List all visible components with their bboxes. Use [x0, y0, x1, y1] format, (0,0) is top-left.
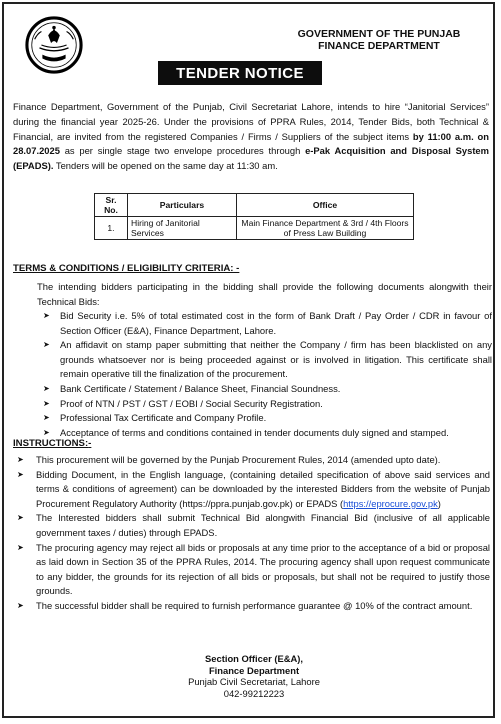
epads-link[interactable]: https://eprocure.gov.pk: [343, 497, 438, 509]
list-item-text: An affidavit on stamp paper submitting that neither the Company / firm has been blacklisted on any grounds whatsoever nor is being proceeded against or is involved in litigation. This certificate shall remain operative till the finalization of the procurement.: [60, 339, 492, 380]
terms-heading-text: TERMS & CONDITIONS / ELIGIBILITY CRITERIA:: [13, 263, 234, 274]
list-item-text: This procurement will be governed by the Punjab Procurement Rules, 2014 (amended upto date).: [36, 454, 441, 465]
arrow-bullet-icon: ➤: [43, 311, 50, 320]
intro-text-2: as per single stage two envelope procedures through: [59, 145, 306, 157]
instructions-heading: [13, 438, 91, 449]
intro-deadline: by 11:00 a.m. on 28.07.2025: [13, 130, 489, 157]
arrow-bullet-icon: ➤: [17, 600, 24, 610]
instructions-list: [13, 453, 490, 614]
signatory-title: Section Officer (E&A),: [205, 653, 303, 664]
table-row: [95, 217, 414, 240]
list-item-text: Bank Certificate / Statement / Balance Sheet, Financial Soundness.: [60, 382, 341, 394]
terms-heading: [13, 263, 239, 274]
header-dept-line: FINANCE DEPARTMENT: [318, 40, 440, 52]
list-item-text: Proof of NTN / PST / GST / EOBI / Social Security Registration.: [60, 397, 323, 409]
list-item-text: The procuring agency may reject all bids or proposals at any time prior to the acceptance of a bid or proposal as laid down in Section 35 of the PPRA Rules, 2014. The procuring agency shall upon request communicate to any bidder, the grounds for its rejection of all bids or proposals, but shall not be required to justify those grounds.: [36, 541, 490, 597]
arrow-bullet-icon: ➤: [17, 455, 24, 464]
list-item: [13, 511, 490, 540]
signatory-phone: 042-99212223: [223, 687, 285, 699]
intro-system: e-Pak Acquisition and Disposal System (EPADS).: [13, 145, 489, 172]
arrow-bullet-icon: ➤: [43, 340, 50, 350]
arrow-bullet-icon: ➤: [17, 542, 24, 552]
list-item: [13, 541, 490, 599]
cell-particulars: Hiring of Janitorial Services: [128, 217, 237, 240]
list-item: [37, 411, 492, 426]
list-item-text: Bidding Document, in the English language, (containing detailed specification of above said services and terms & conditions of agreement) can be downloaded by the interested Bidders from the website of Punjab Procurement Regulatory Authority (https://ppra.punjab.gov.pk) or EPADS (: [36, 468, 490, 509]
list-item-text: The successful bidder shall be required to furnish performance guarantee @ 10% of the contract amount.: [36, 599, 473, 611]
header-organization: [274, 28, 484, 52]
list-item: [37, 426, 492, 441]
intro-text-3: Tenders will be opened on the same day at 11:30 am.: [53, 160, 278, 172]
arrow-bullet-icon: ➤: [43, 427, 50, 437]
terms-heading-suffix: -: [233, 263, 240, 274]
list-item-text: The Interested bidders shall submit Technical Bid alongwith Financial Bid (inclusive of all applicable government taxes / duties) through EPADS.: [36, 512, 490, 538]
tender-items-table: [94, 193, 414, 240]
cell-sr: 1.: [95, 217, 128, 240]
list-item: [37, 338, 492, 382]
tender-notice-title: TENDER NOTICE: [158, 61, 322, 85]
list-item: [37, 309, 492, 338]
instructions-heading-text: INSTRUCTIONS:: [13, 438, 89, 449]
cell-office: Main Finance Department & 3rd / 4th Floors of Press Law Building: [237, 217, 414, 240]
terms-lead-text: The intending bidders participating in the bidding shall provide the following documents alongwith their Technical Bids:: [37, 281, 492, 307]
arrow-bullet-icon: ➤: [43, 383, 50, 393]
list-item: [13, 599, 490, 614]
header-office: Office: [237, 194, 414, 217]
header-gov-line: GOVERNMENT OF THE PUNJAB: [297, 28, 461, 40]
terms-list: [37, 309, 492, 440]
punjab-emblem-icon: [25, 16, 83, 74]
arrow-bullet-icon: ➤: [43, 398, 50, 408]
header-particulars: Particulars: [128, 194, 237, 217]
list-item-text-end: ): [437, 497, 441, 509]
signatory-address: Punjab Civil Secretariat, Lahore: [188, 676, 320, 687]
list-item: [37, 382, 492, 397]
arrow-bullet-icon: ➤: [17, 513, 24, 523]
list-item: [13, 453, 490, 468]
table-header-row: [95, 194, 414, 217]
intro-paragraph: [13, 100, 489, 174]
arrow-bullet-icon: ➤: [43, 413, 50, 423]
intro-text-1: Finance Department, Government of the Punjab, Civil Secretariat Lahore, intends to hire “Janitorial Services” during the financial year 2025-26. Under the provisions of PPRA Rules, 2014, Tender Bids, both Technical & Financial, are invited from the registered Companies / Firms / Suppliers of the subject items: [13, 101, 489, 142]
header-sr-no: Sr. No.: [95, 194, 128, 217]
instructions-heading-suffix: -: [88, 438, 92, 449]
list-item-text: Professional Tax Certificate and Company Profile.: [60, 412, 267, 424]
list-item: [37, 397, 492, 412]
arrow-bullet-icon: ➤: [17, 469, 24, 479]
list-item-text: Bid Security i.e. 5% of total estimated cost in the form of Bank Draft / Pay Order / CDR in favour of Section Officer (E&A), Finance Department, Lahore.: [60, 310, 492, 336]
list-item: [13, 468, 490, 512]
list-item-text: Acceptance of terms and conditions contained in tender documents duly signed and stamped.: [60, 426, 449, 438]
tender-notice-page: [2, 2, 495, 718]
signature-block: [154, 653, 354, 699]
signatory-department: Finance Department: [208, 664, 300, 676]
